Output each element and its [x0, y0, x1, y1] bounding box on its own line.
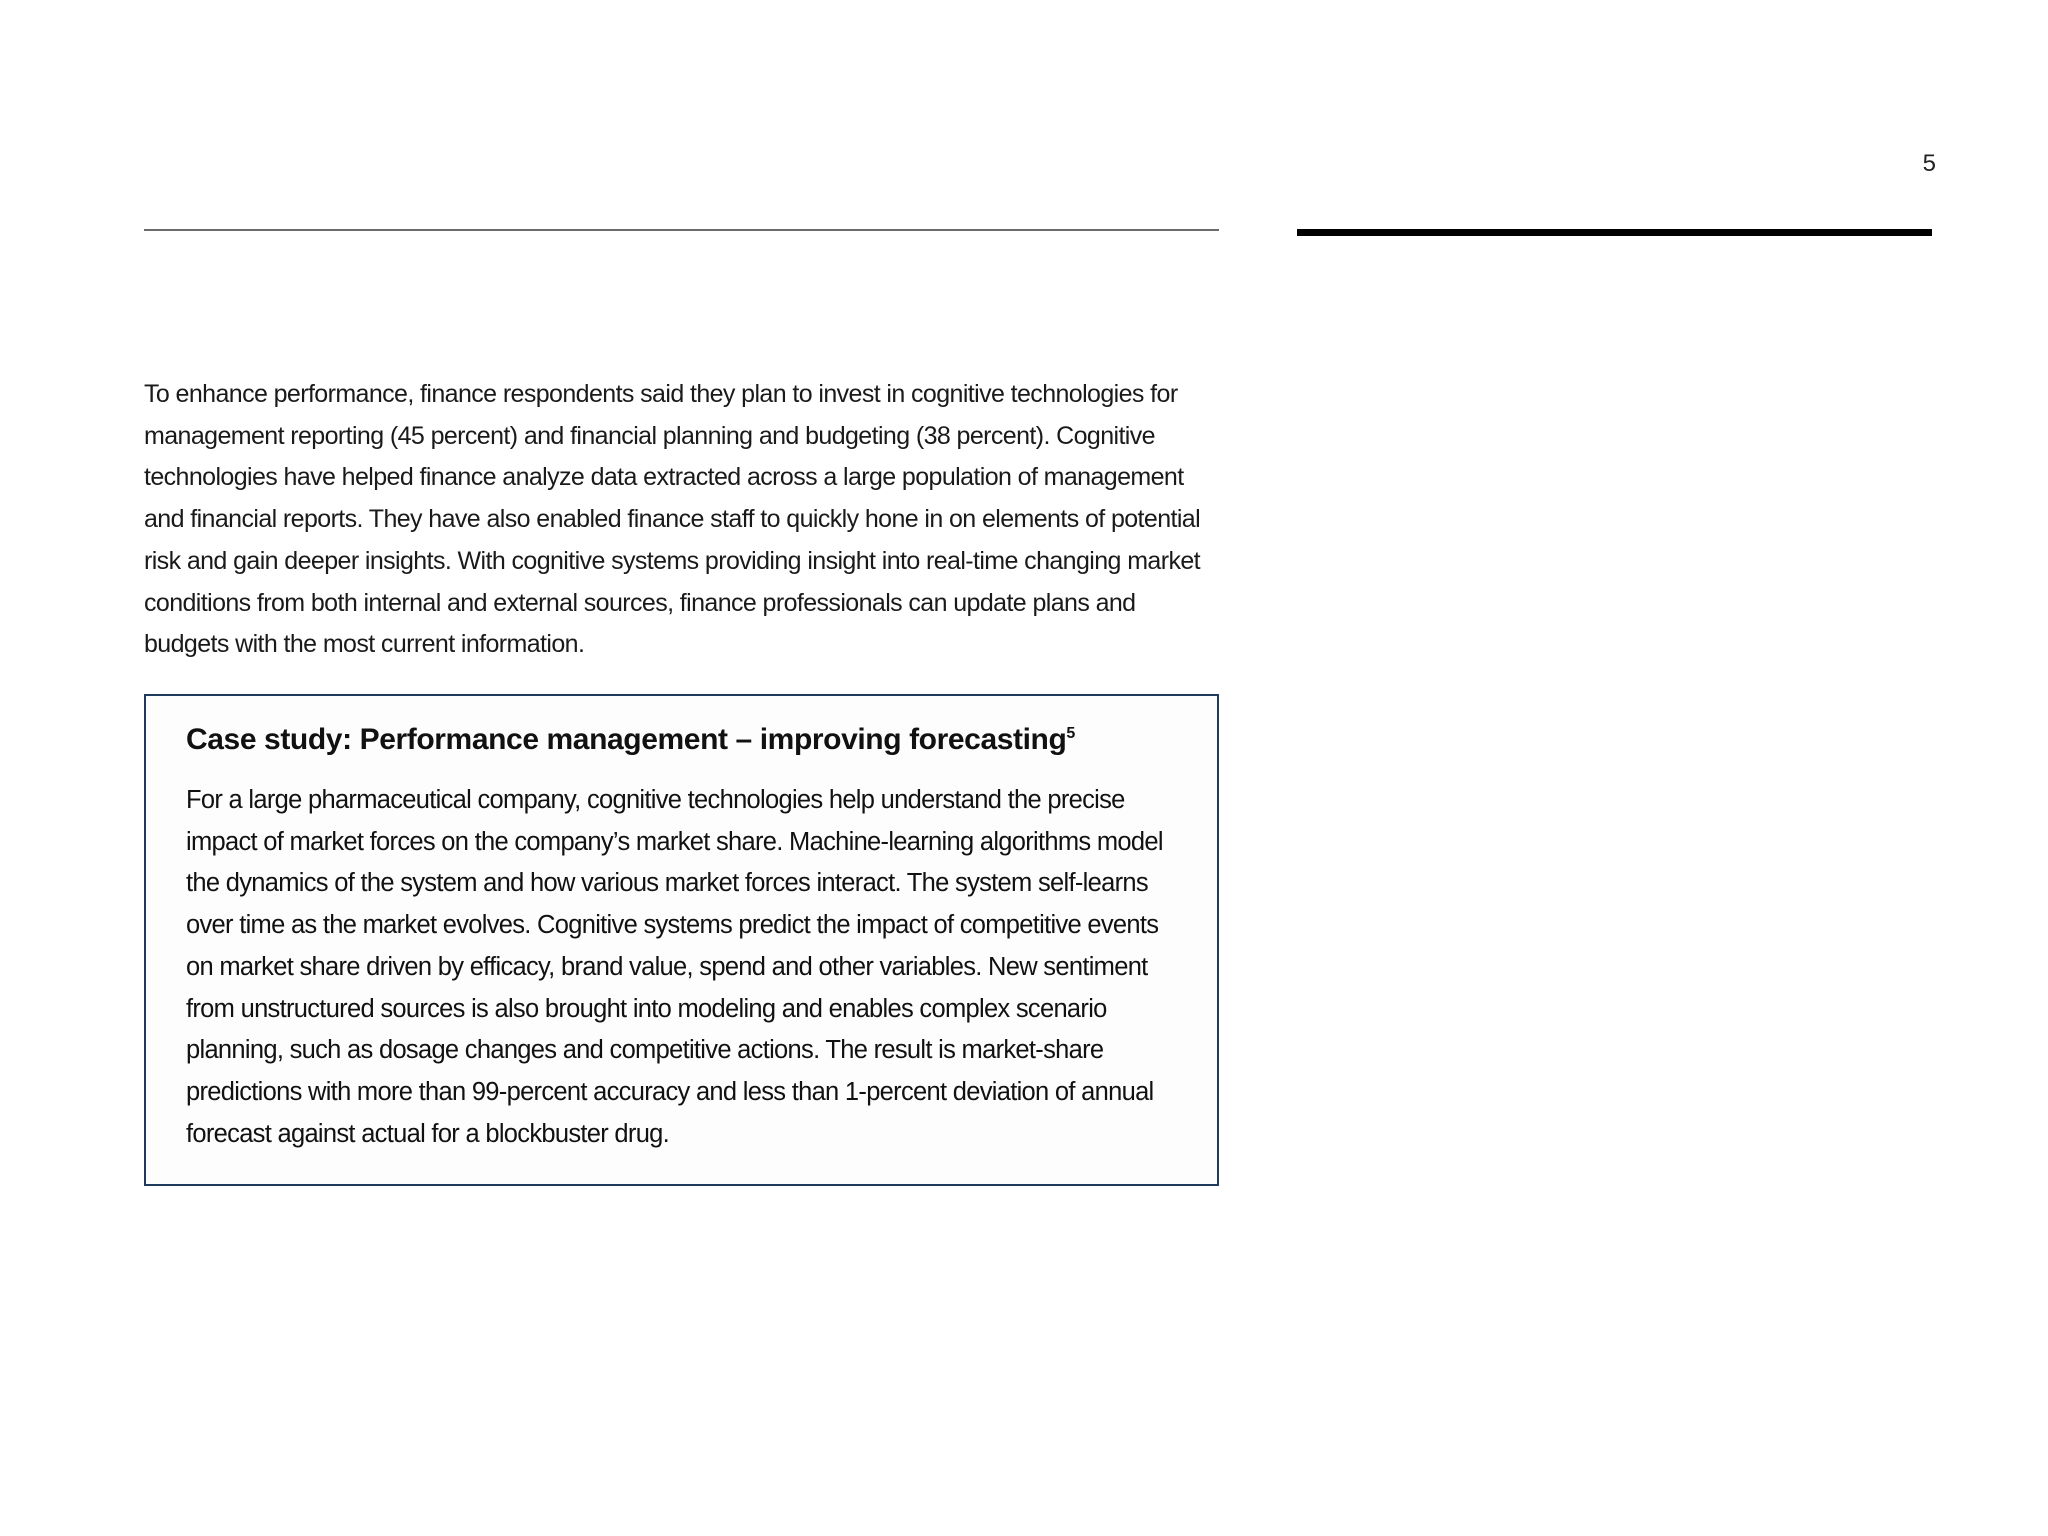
case-study-title-text: Case study: Performance management – improving forecasting [186, 723, 1067, 756]
case-study-text: For a large pharmaceutical company, cognitive technologies help understand the precise impact of market forces on the company’s market share. Machine-learning algorithms model the dynamics of the system and how various market forces interact. The system self-learns over time as the market evolves. Cognitive systems predict the impact of competitive events on market share driven by efficacy, brand value, spend and other variables. New sentiment from unstructured sources is also brought into modeling and enables complex scenario planning, such as dosage changes and competitive actions. The result is market-share predictions with more than 99-percent accuracy and less than 1-percent deviation of annual forecast against actual for a blockbuster drug. [186, 786, 1163, 1148]
case-study-box [144, 694, 1219, 1186]
footnote-marker: 5 [1066, 725, 1075, 742]
page-number: 5 [1922, 150, 1936, 177]
case-study-title [186, 720, 1181, 760]
header-rule-right [1297, 229, 1932, 236]
body-paragraph: To enhance performance, finance respondents said they plan to invest in cognitive technologies for management reporting (45 percent) and financial planning and budgeting (38 percent). Cognitive technologies have helped finance analyze data extracted across a large population of management and financial reports. They have also enabled finance staff to quickly hone in on elements of potential risk and gain deeper insights. With cognitive systems providing insight into real-time changing market conditions from both internal and external sources, finance professionals can update plans and budgets with the most current information. [144, 380, 1201, 659]
header-rule-left [144, 229, 1219, 231]
